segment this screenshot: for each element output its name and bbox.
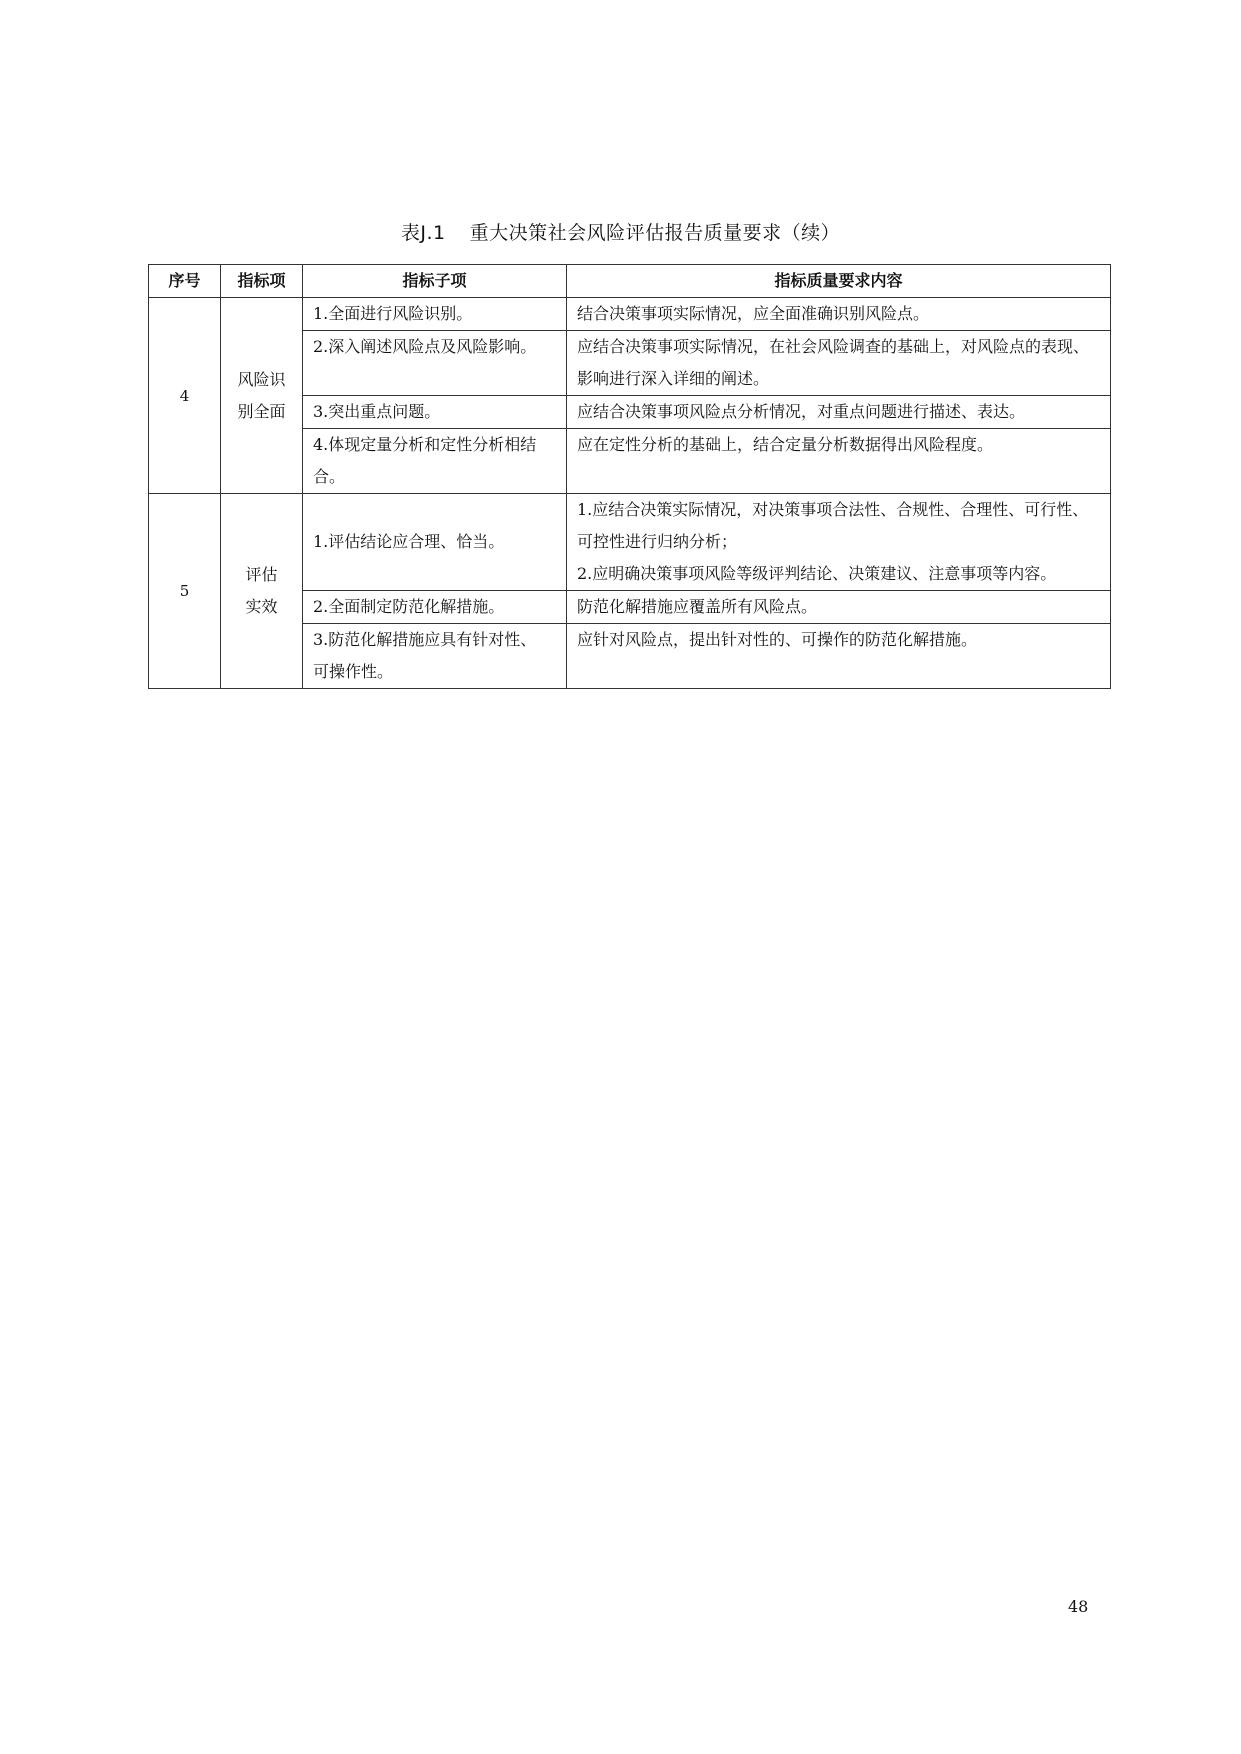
- page-number: 48: [1068, 1597, 1089, 1616]
- table-title: 重大决策社会风险评估报告质量要求（续）: [469, 222, 841, 244]
- indicator-subitem: 4.体现定量分析和定性分析相结合。: [303, 429, 567, 494]
- header-no: 序号: [149, 265, 221, 298]
- row-number: 4: [149, 298, 221, 494]
- requirement-content: 防范化解措施应覆盖所有风险点。: [567, 591, 1111, 624]
- indicator-subitem: 1.评估结论应合理、恰当。: [303, 494, 567, 591]
- header-row: [149, 265, 1111, 298]
- indicator-item-line: 评估: [245, 565, 278, 584]
- header-requirement: 指标质量要求内容: [567, 265, 1111, 298]
- indicator-subitem: 2.深入阐述风险点及风险影响。: [303, 331, 567, 396]
- indicator-subitem: 1.全面进行风险识别。: [303, 298, 567, 331]
- requirement-content: 结合决策事项实际情况，应全面准确识别风险点。: [567, 298, 1111, 331]
- table-caption: [0, 219, 1241, 247]
- requirement-content: 应针对风险点，提出针对性的、可操作的防范化解措施。: [567, 624, 1111, 689]
- indicator-subitem: 3.突出重点问题。: [303, 396, 567, 429]
- table-row: [149, 494, 1111, 591]
- row-number: 5: [149, 494, 221, 689]
- requirement-content: 应结合决策事项实际情况，在社会风险调查的基础上，对风险点的表现、影响进行深入详细的阐述。: [567, 331, 1111, 396]
- table-id: 表J.1: [400, 222, 446, 244]
- indicator-item-line: 别全面: [237, 401, 286, 421]
- indicator-item-line: 实效: [245, 597, 278, 616]
- indicator-item: [221, 494, 303, 689]
- indicator-item: [221, 298, 303, 494]
- quality-requirements-table: [148, 264, 1111, 689]
- requirement-line: 2.应明确决策事项风险等级评判结论、决策建议、注意事项等内容。: [577, 564, 1057, 583]
- requirement-content: [567, 494, 1111, 591]
- table-row: [149, 298, 1111, 331]
- indicator-subitem: 3.防范化解措施应具有针对性、 可操作性。: [303, 624, 567, 689]
- requirement-content: 应结合决策事项风险点分析情况，对重点问题进行描述、表达。: [567, 396, 1111, 429]
- indicator-item-line: 风险识: [237, 369, 286, 389]
- header-subitem: 指标子项: [303, 265, 567, 298]
- requirement-line: 1.应结合决策实际情况，对决策事项合法性、合规性、合理性、可行性、可控性进行归纳分析；: [577, 500, 1089, 551]
- indicator-subitem: 2.全面制定防范化解措施。: [303, 591, 567, 624]
- requirement-content: 应在定性分析的基础上，结合定量分析数据得出风险程度。: [567, 429, 1111, 494]
- header-item: 指标项: [221, 265, 303, 298]
